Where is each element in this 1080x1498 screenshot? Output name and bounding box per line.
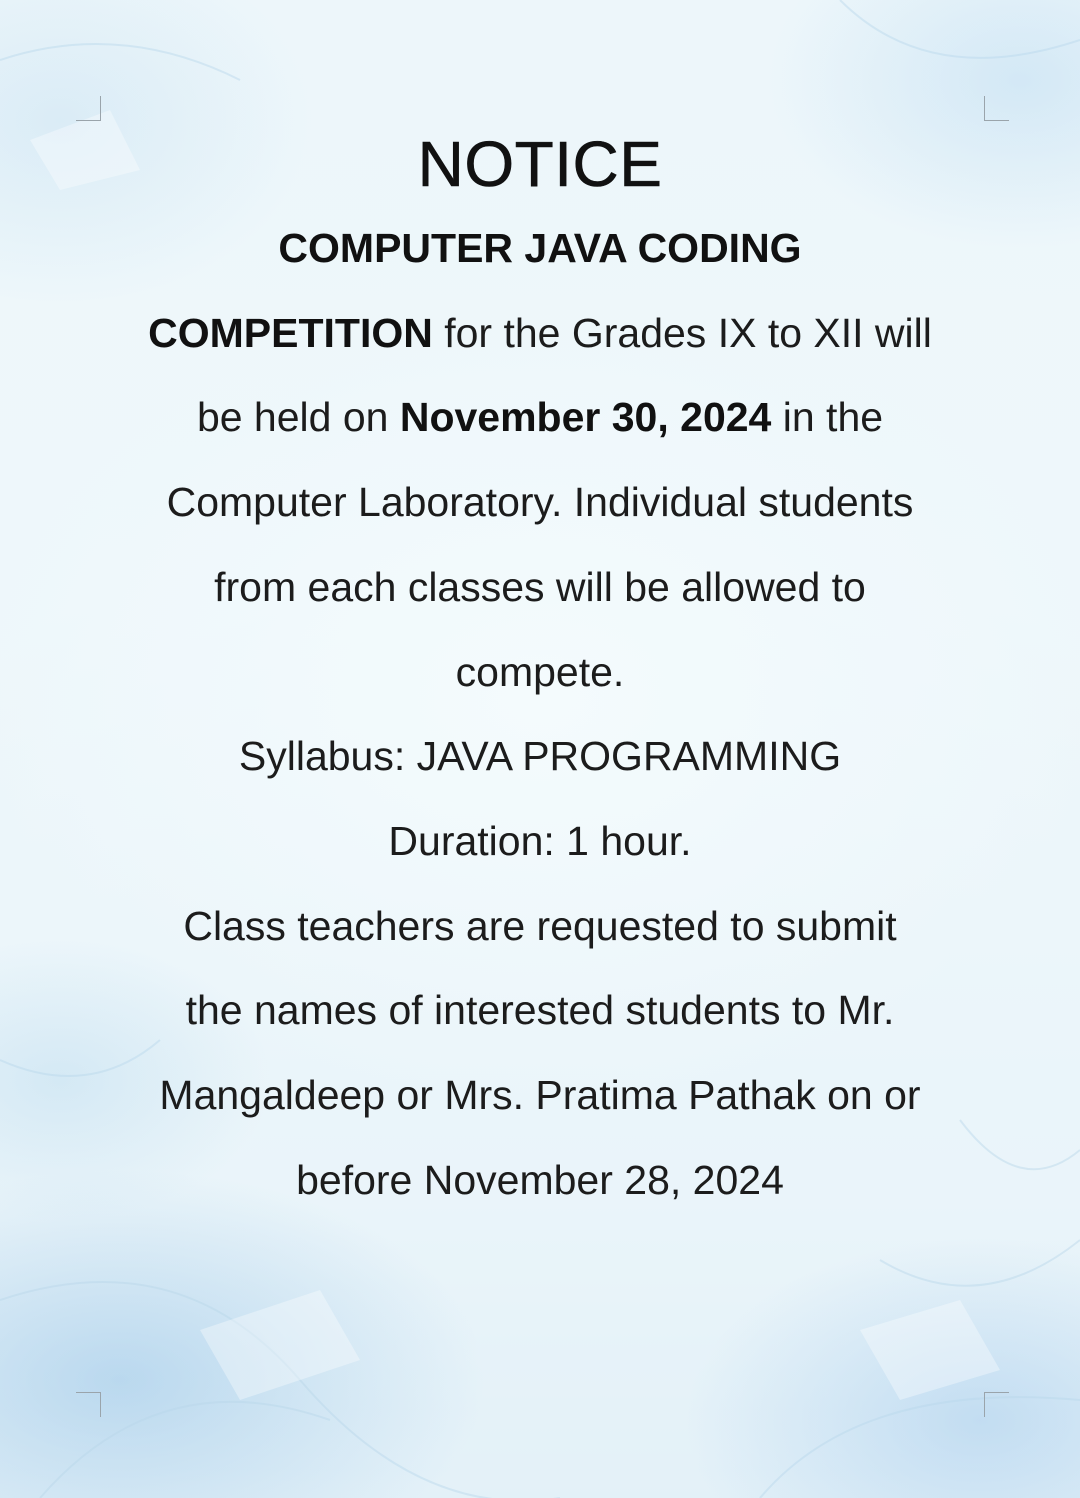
corner-mark-bottom-left — [76, 1392, 101, 1417]
notice-line — [90, 375, 990, 460]
corner-mark-top-right — [984, 96, 1009, 121]
notice-line — [90, 1138, 990, 1223]
notice-text: for the Grades IX to XII will — [432, 309, 932, 356]
notice-line — [90, 460, 990, 545]
notice-text: before November 28, 2024 — [296, 1156, 784, 1203]
notice-text: Class teachers are requested to submit — [183, 902, 897, 949]
notice-text: the names of interested students to Mr. — [185, 987, 895, 1034]
notice-bold-text: COMPUTER JAVA CODING — [278, 225, 802, 271]
notice-line — [90, 206, 990, 291]
notice-line — [90, 884, 990, 969]
notice-title: NOTICE — [417, 128, 663, 200]
notice-content — [90, 122, 990, 1222]
notice-text: be held on — [196, 394, 400, 441]
notice-text: in the — [771, 394, 884, 441]
notice-line — [90, 799, 990, 884]
notice-bold-text: COMPETITION — [148, 309, 433, 356]
corner-mark-top-left — [76, 96, 101, 121]
notice-line — [90, 291, 990, 376]
notice-text: Duration: 1 hour. — [388, 817, 692, 864]
notice-line — [90, 545, 990, 630]
notice-bold-text: November 30, 2024 — [399, 394, 772, 441]
notice-text: from each classes will be allowed to — [214, 563, 866, 610]
notice-text: Syllabus: JAVA PROGRAMMING — [238, 733, 842, 780]
notice-line — [90, 714, 990, 799]
notice-line — [90, 1053, 990, 1138]
notice-text: compete. — [455, 648, 625, 695]
notice-text: Computer Laboratory. Individual students — [166, 479, 914, 526]
notice-line — [90, 630, 990, 715]
notice-body — [90, 206, 990, 1222]
corner-mark-bottom-right — [984, 1392, 1009, 1417]
notice-line — [90, 968, 990, 1053]
notice-text: Mangaldeep or Mrs. Pratima Pathak on or — [159, 1072, 921, 1119]
